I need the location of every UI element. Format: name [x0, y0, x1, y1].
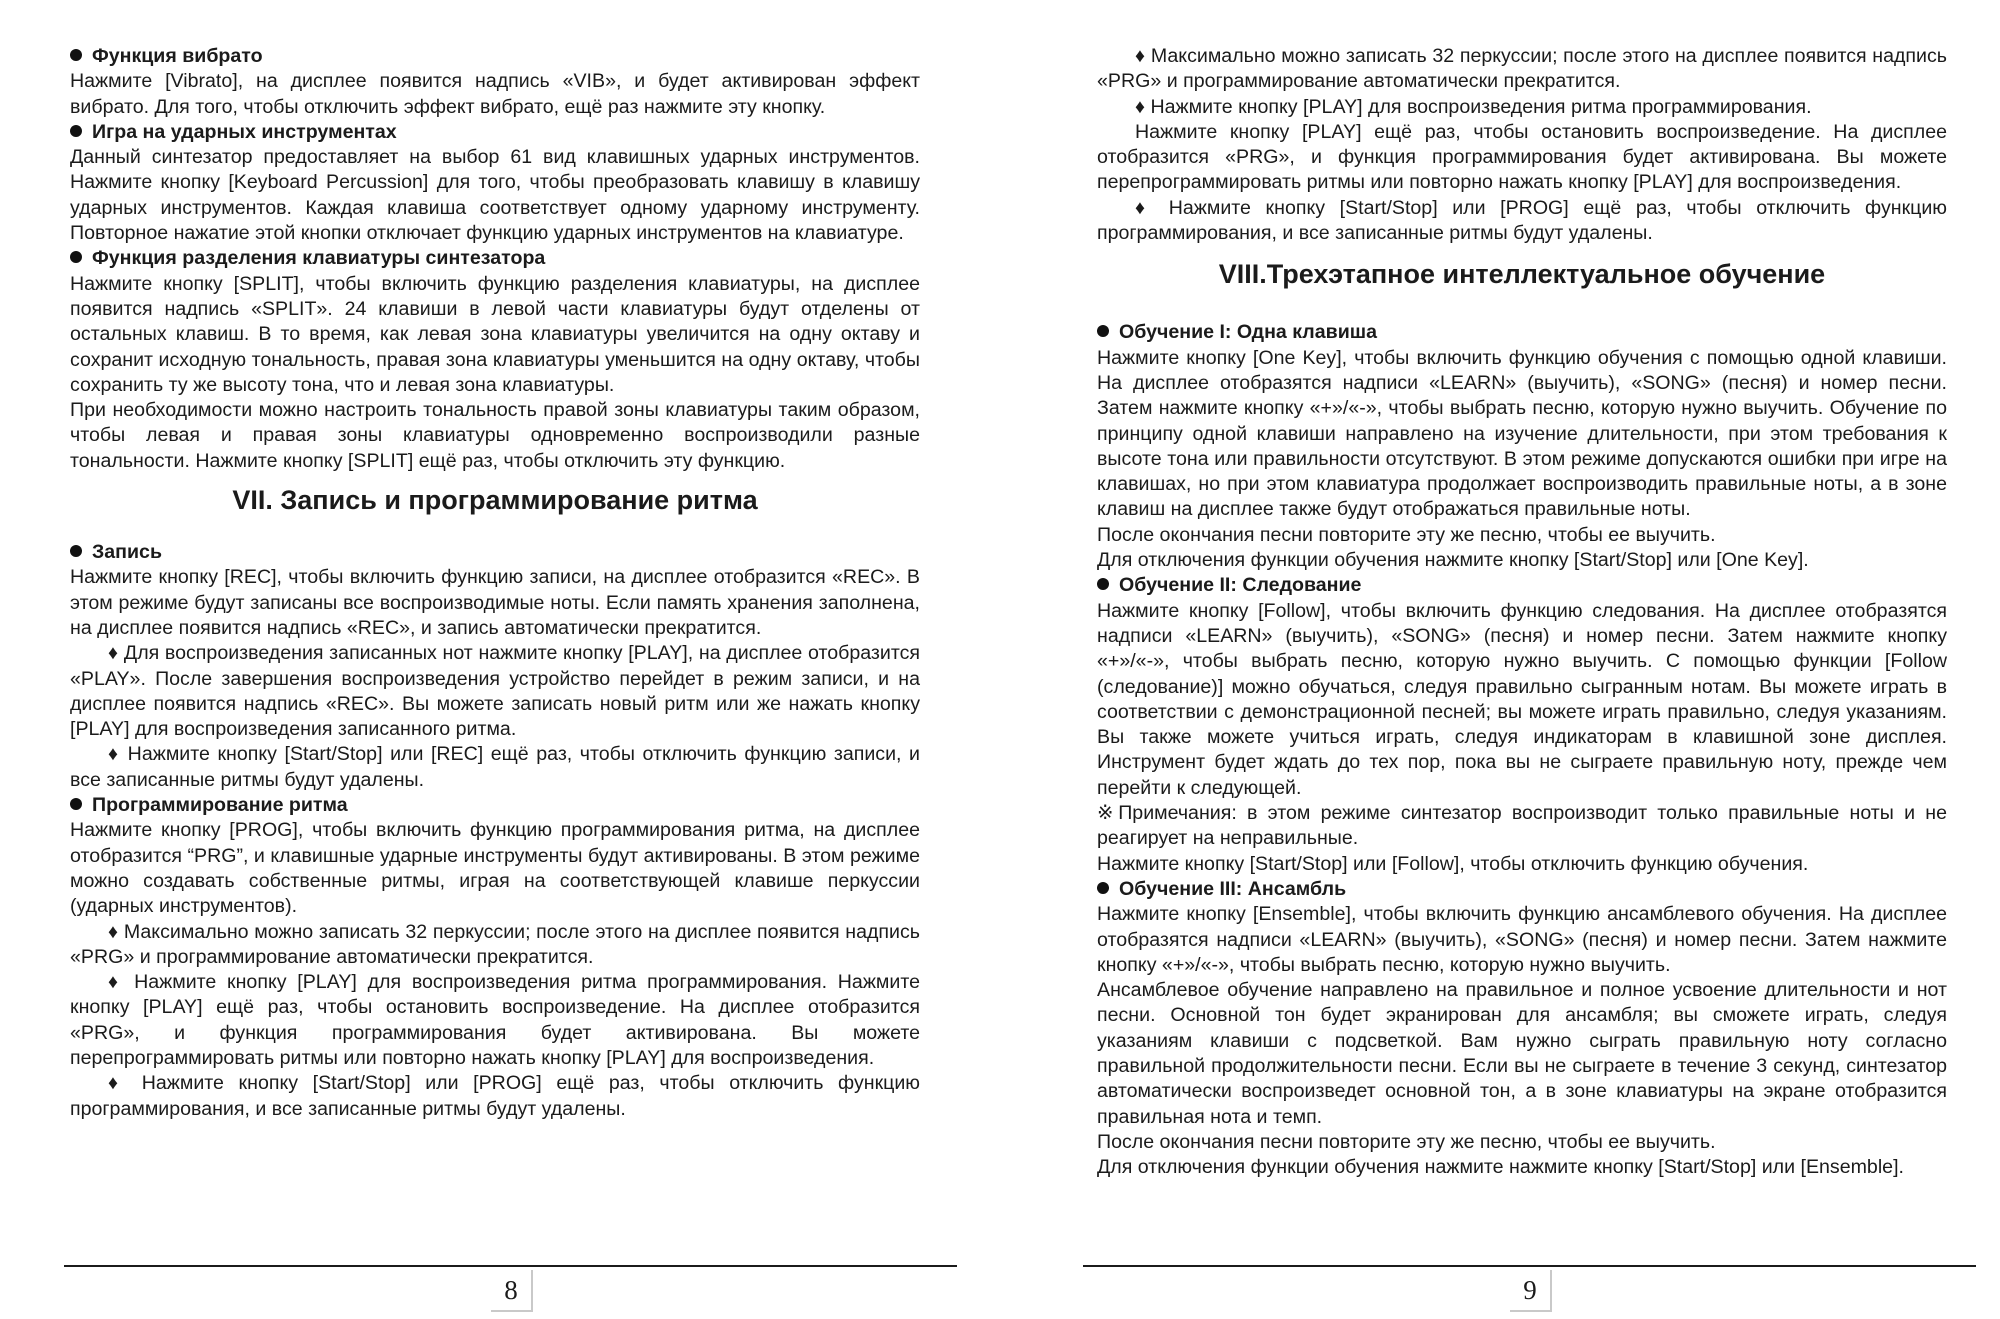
indented-paragraph: ♦ Максимально можно записать 32 перкуссии; после этого на дисплее появится надпись «PRG» и программирование автоматически прекратится.: [1097, 45, 1947, 93]
heading-text: Функция разделения клавиатуры синтезатора: [92, 247, 546, 270]
subsection-heading: [70, 44, 920, 69]
bullet-icon: [70, 798, 82, 810]
paragraph: Нажмите кнопку [One Key], чтобы включить функцию обучения с помощью одной клавиши. На дисплее отобразятся надписи «LEARN» (выучить), «SONG» (песня) и номер песни. Затем нажмите кнопку «+»/«-», чтобы выбрать песню, которую нужно выучить. Обучение по принципу одной клавиши направлено на изучение длительности, при этом требования к высоте тона или правильности отсутствуют. В этом режиме допускаются ошибки при игре на клавишах, но при этом клавиатура продолжает воспроизводить правильные ноты, а в зоне клавиш на дисплее также будут отображаться правильные ноты.: [1097, 346, 1947, 521]
subsection-heading: [1097, 573, 1947, 598]
paragraph: Нажмите кнопку [REC], чтобы включить функцию записи, на дисплее отобразится «REC». В этом режиме будут записаны все воспроизводимые ноты. Если память хранения заполнена, на дисплее появится надпись «REC», и запись автоматически прекратится.: [70, 566, 920, 639]
subsection-heading: [1097, 877, 1947, 902]
subsection-heading: [70, 540, 920, 565]
heading-text: Программирование ритма: [92, 794, 348, 817]
paragraph: Ансамблевое обучение направлено на правильное и полное усвоение длительности и нот песни. Основной тон будет экранирован для ансамбля; вы сможете играть, следуя указаниям клавиши с подсветкой. Вам нужно сыграть правильную ноту согласно правильной продолжительности песни. Если вы не сыграете в течение 3 секунд, синтезатор автоматически воспроизведет основной тон, а в зоне клавиатуры на экране отобразится правильная нота и темп.: [1097, 979, 1947, 1128]
left-page: [70, 44, 920, 1122]
indented-paragraph: ♦ Нажмите кнопку [Start/Stop] или [PROG] ещё раз, чтобы отключить функцию программирования, и все записанные ритмы будут удалены.: [70, 1072, 920, 1120]
bullet-icon: [70, 49, 82, 61]
paragraph: Для отключения функции обучения нажмите нажмите кнопку [Start/Stop] или [Ensemble].: [1097, 1156, 1904, 1179]
paragraph: Для отключения функции обучения нажмите кнопку [Start/Stop] или [One Key].: [1097, 549, 1809, 572]
paragraph: Нажмите кнопку [Start/Stop] или [Follow], чтобы отключить функцию обучения.: [1097, 852, 1809, 875]
paragraph: ※Примечания: в этом режиме синтезатор воспроизводит только правильные ноты и не реагирует на неправильные.: [1097, 802, 1947, 850]
paragraph: Нажмите кнопку [Follow], чтобы включить функцию следования. На дисплее отобразятся надписи «LEARN» (выучить), «SONG» (песня) и номер песни. Затем нажмите кнопку «+»/«-», чтобы выбрать песню, которую нужно выучить. С помощью функции [Follow (следование)] можно обучаться, следуя правильно сыгранным нотам. Вы можете играть в соответствии с демонстрационной песней; вы можете играть правильно, следуя указаниям. Вы также можете учиться играть, следуя индикаторам в клавишной зоне дисплея. Инструмент будет ждать до тех пор, пока вы не сыграете правильную ноту, прежде чем перейти к следующей.: [1097, 599, 1947, 799]
paragraph: После окончания песни повторите эту же песню, чтобы ее выучить.: [1097, 523, 1716, 546]
right-page: [1097, 44, 1947, 1180]
section-title: VII. Запись и программирование ритма: [232, 485, 758, 516]
paragraph: Данный синтезатор предоставляет на выбор 61 вид клавишных ударных инструментов. Нажмите кнопку [Keyboard Percussion] для того, чтобы преобразовать клавишу в клавишу ударных инструментов. Каждая клавиша соответствует одному ударному инструменту. Повторное нажатие этой кнопки отключает функцию ударных инструментов на клавиатуре.: [70, 146, 920, 245]
bullet-icon: [1097, 882, 1109, 894]
paragraph: Нажмите кнопку [SPLIT], чтобы включить функцию разделения клавиатуры, на дисплее появится надпись «SPLIT». 24 клавиши в левой части клавиатуры будут отделены от остальных клавиш. В то время, как левая зона клавиатуры увеличится на одну октаву и сохранит исходную тональность, правая зона клавиатуры уменьшится на одну октаву, чтобы сохранить ту же высоту тона, что и левая зона клавиатуры.: [70, 272, 920, 396]
right-footer-rule: [1083, 1265, 1976, 1267]
section-title: VIII.Трехэтапное интеллектуальное обучение: [1218, 259, 1826, 290]
bullet-icon: [70, 545, 82, 557]
heading-text: Обучение I: Одна клавиша: [1119, 321, 1377, 344]
subsection-heading: [70, 246, 920, 271]
page-number-right: 9: [1510, 1270, 1552, 1312]
left-footer-rule: [64, 1265, 957, 1267]
indented-paragraph: ♦ Максимально можно записать 32 перкуссии; после этого на дисплее появится надпись «PRG» и программирование автоматически прекратится.: [70, 920, 920, 968]
indented-paragraph: ♦ Для воспроизведения записанных нот нажмите кнопку [PLAY], на дисплее отобразится «PLAY». После завершения воспроизведения устройство перейдет в режим записи, и на дисплее появится надпись «REC». Вы можете записать новый ритм или же нажать кнопку [PLAY] для воспроизведения записанного ритма.: [70, 642, 920, 741]
heading-text: Запись: [92, 541, 162, 564]
heading-text: Обучение III: Ансамбль: [1119, 877, 1347, 900]
bullet-icon: [70, 125, 82, 137]
paragraph: При необходимости можно настроить тональность правой зоны клавиатуры таким образом, чтобы левая и правая зоны клавиатуры одновременно воспроизводили разные тональности. Нажмите кнопку [SPLIT] ещё раз, чтобы отключить эту функцию.: [70, 399, 920, 472]
indented-paragraph: ♦ Нажмите кнопку [Start/Stop] или [PROG] ещё раз, чтобы отключить функцию программирования, и все записанные ритмы будут удалены.: [1097, 196, 1947, 245]
subsection-heading: [70, 793, 920, 818]
indented-paragraph: ♦ Нажмите кнопку [Start/Stop] или [REC] ещё раз, чтобы отключить функцию записи, и все записанные ритмы будут удалены.: [70, 743, 920, 791]
subsection-heading: [1097, 320, 1947, 345]
bullet-icon: [1097, 578, 1109, 590]
bullet-icon: [70, 251, 82, 263]
paragraph: После окончания песни повторите эту же песню, чтобы ее выучить.: [1097, 1130, 1716, 1153]
paragraph: Нажмите кнопку [PROG], чтобы включить функцию программирования ритма, на дисплее отобразится “PRG”, и клавишные ударные инструменты будут активированы. В этом режиме можно создавать собственные ритмы, играя на соответствующей клавише перкуссии (ударных инструментов).: [70, 819, 920, 918]
page-number-left: 8: [491, 1270, 533, 1312]
paragraph: Нажмите кнопку [Ensemble], чтобы включить функцию ансамблевого обучения. На дисплее отобразятся надписи «LEARN» (выучить), «SONG» (песня) и номер песни. Затем нажмите кнопку «+»/«-», чтобы выбрать песню, которую нужно выучить.: [1097, 903, 1947, 976]
indented-paragraph: ♦ Нажмите кнопку [PLAY] для воспроизведения ритма программирования.: [1135, 95, 1812, 118]
heading-text: Игра на ударных инструментах: [92, 120, 397, 143]
paragraph: Нажмите [Vibrato], на дисплее появится надпись «VIB», и будет активирован эффект вибрато. Для того, чтобы отключить эффект вибрато, ещё раз нажмите эту кнопку.: [70, 70, 920, 118]
heading-text: Обучение II: Следование: [1119, 574, 1362, 597]
heading-text: Функция вибрато: [92, 45, 263, 67]
indented-paragraph: ♦ Нажмите кнопку [PLAY] для воспроизведения ритма программирования. Нажмите кнопку [PLAY] ещё раз, чтобы остановить воспроизведение. На дисплее отобразится «PRG», и функция программирования будет активирована. Вы можете перепрограммировать ритмы или повторно нажать кнопку [PLAY] для воспроизведения.: [70, 971, 920, 1069]
subsection-heading: [70, 120, 920, 145]
bullet-icon: [1097, 325, 1109, 337]
indented-paragraph: Нажмите кнопку [PLAY] ещё раз, чтобы остановить воспроизведение. На дисплее отобразится «PRG», и функция программирования будет активирована. Вы можете перепрограммировать ритмы или повторно нажать кнопку [PLAY] для воспроизведения.: [1097, 120, 1947, 194]
